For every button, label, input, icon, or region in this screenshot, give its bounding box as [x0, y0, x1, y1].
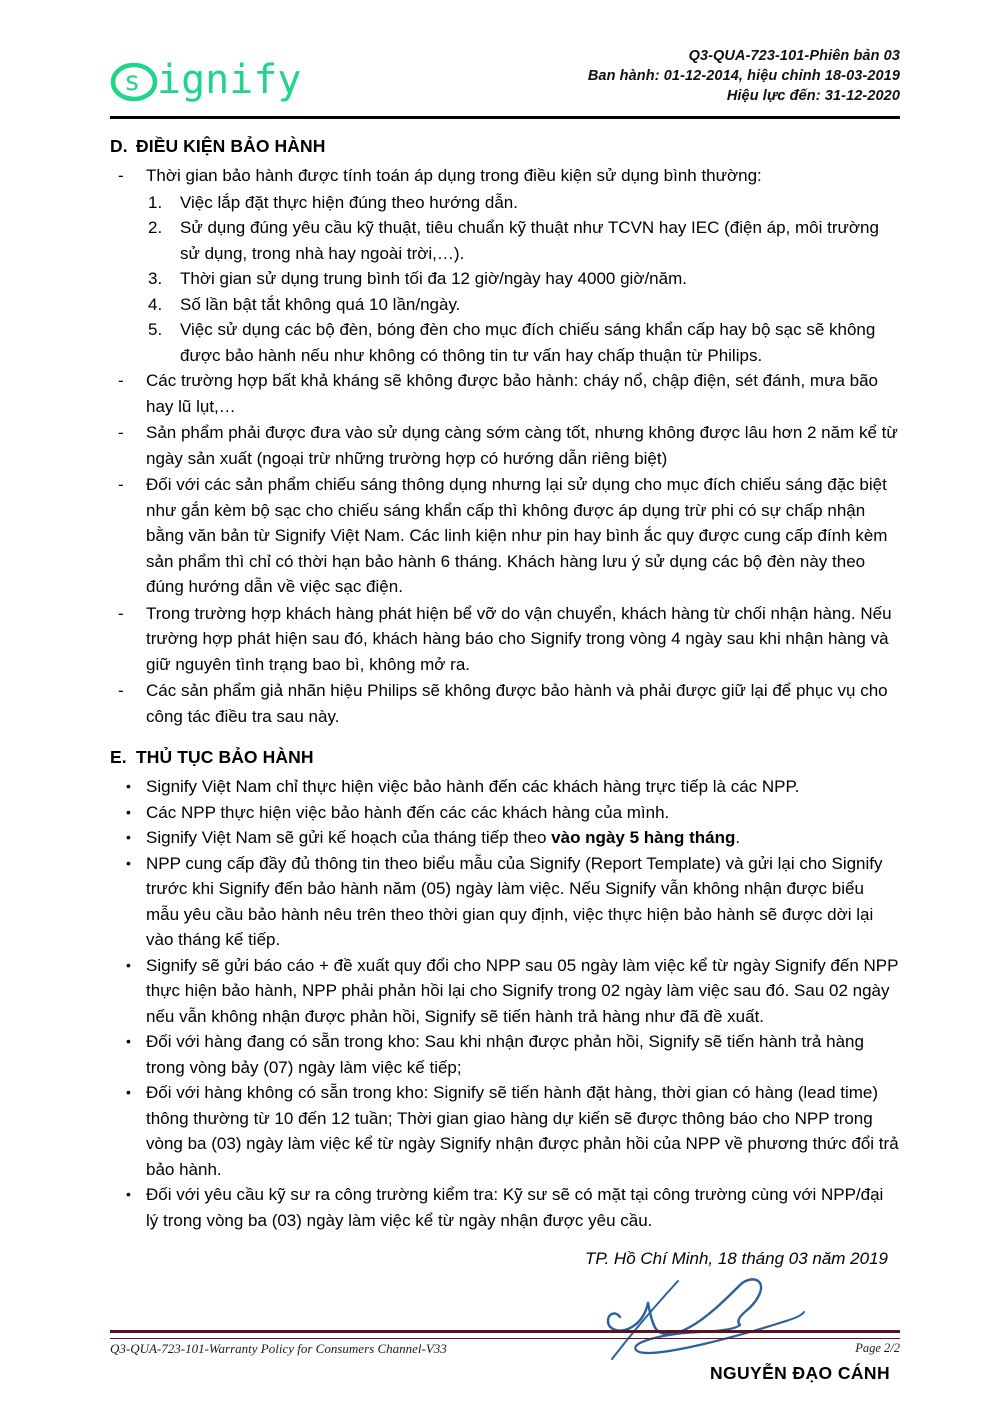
- list-text: Việc sử dụng các bộ đèn, bóng đèn cho mục đích chiếu sáng khẩn cấp hay bộ sạc sẽ không được bảo hành nếu như không có thông tin tư vấn hay chấp thuận từ Philips.: [180, 320, 876, 365]
- signify-logo-icon: [110, 54, 328, 106]
- document-body: [110, 128, 900, 1384]
- list-item: [110, 800, 900, 826]
- list-marker: 3.: [148, 269, 163, 288]
- list-item: [110, 317, 900, 368]
- footer-page-number: Page 2/2: [855, 1341, 900, 1355]
- list-text: Sử dụng đúng yêu cầu kỹ thuật, tiêu chuẩn kỹ thuật như TCVN hay IEC (điện áp, môi trường sử dụng, trong nhà hay ngoài trời,…).: [180, 218, 879, 263]
- list-text: NPP cung cấp đầy đủ thông tin theo biểu mẫu của Signify (Report Template) và gửi lại cho Signify trước khi Signify đến bảo hành năm (05) ngày làm việc. Nếu Signify vẫn không nhận được biểu mẫu yêu cầu bảo hành nêu trên theo thời gian quy định, việc thực hiện bảo hành sẽ được dời lại vào tháng kế tiếp.: [146, 853, 883, 949]
- header-meta-line-2: Ban hành: 01-12-2014, hiệu chỉnh 18-03-2019: [587, 68, 900, 84]
- bullet-icon: •: [126, 956, 131, 973]
- list-item: [110, 215, 900, 266]
- list-item: [110, 266, 900, 292]
- list-text: Signify Việt Nam chỉ thực hiện việc bảo hành đến các khách hàng trực tiếp là các NPP.: [146, 777, 800, 796]
- signature-block: [110, 1247, 900, 1384]
- list-text: Đối với yêu cầu kỹ sư ra công trường kiểm tra: Kỹ sư sẽ có mặt tại công trường cùng với NPP/đại lý trong vòng ba (03) ngày làm việc kể từ ngày nhận được yêu cầu.: [146, 1185, 884, 1230]
- list-text: Signify sẽ gửi báo cáo + đề xuất quy đổi cho NPP sau 05 ngày làm việc kể từ ngày Signify đến NPP thực hiện bảo hành, NPP phải phản hồi lại cho Signify trong 02 ngày làm việc sau đó. Sau 02 ngày nếu vẫn không nhận được phản hồi, Signify sẽ tiến hành trả hàng như đã đề xuất.: [146, 955, 899, 1026]
- section-d-heading: [110, 136, 900, 157]
- bullet-icon: •: [126, 854, 131, 871]
- header-meta: [588, 44, 900, 106]
- list-marker: -: [118, 681, 124, 700]
- list-marker: -: [118, 603, 124, 623]
- list-item: [110, 368, 900, 419]
- list-text: Số lần bật tắt không quá 10 lần/ngày.: [180, 294, 461, 314]
- footer-divider: [110, 1330, 900, 1339]
- bullet-icon: •: [126, 1084, 131, 1100]
- list-item: [110, 678, 900, 729]
- list-marker: -: [118, 166, 124, 185]
- list-marker: -: [118, 423, 124, 442]
- signify-logo: [110, 44, 328, 106]
- page-footer: [110, 1341, 900, 1357]
- list-text: Đối với hàng không có sẵn trong kho: Signify sẽ tiến hành đặt hàng, thời gian có hàng (lead time) thông thường từ 10 đến 12 tuần; Thời gian giao hàng dự kiến sẽ được thông báo cho NPP trong vòng ba (03) ngày làm việc kể từ ngày Signify nhận được phản hồi của NPP về phương thức đổi trả bảo hành.: [146, 1083, 899, 1179]
- section-d-dash-list: [110, 368, 900, 729]
- list-item: [110, 292, 900, 318]
- list-item: [110, 472, 900, 600]
- section-d-letter: D.: [110, 136, 128, 156]
- svg-text:ignify: ignify: [157, 57, 302, 103]
- section-d-title: ĐIỀU KIỆN BẢO HÀNH: [136, 136, 326, 156]
- list-marker: 5.: [148, 320, 163, 339]
- list-text: Thời gian bảo hành được tính toán áp dụng trong điều kiện sử dụng bình thường:: [146, 166, 762, 185]
- signer-name: NGUYỄN ĐẠO CÁNH: [709, 1363, 890, 1383]
- list-item: [110, 1029, 900, 1080]
- section-e-bullet-list: [110, 774, 900, 1233]
- list-text: Sản phẩm phải được đưa vào sử dụng càng sớm càng tốt, nhưng không được lâu hơn 2 năm kể từ ngày sản xuất (ngoại trừ những trường hợp có hướng dẫn riêng biệt): [146, 423, 898, 468]
- bullet-icon: •: [126, 829, 131, 845]
- list-item: [110, 825, 900, 851]
- list-text: Trong trường hợp khách hàng phát hiện bể vỡ do vận chuyển, khách hàng từ chối nhận hàng. Nếu trường hợp phát hiện sau đó, khách hàng báo cho Signify trong vòng 4 ngày sau khi nhận hàng và giữ nguyên tình trạng bao bì, không mở ra.: [146, 603, 892, 674]
- section-e-letter: E.: [110, 747, 127, 767]
- bullet-icon: •: [126, 778, 131, 794]
- list-marker: 4.: [148, 294, 163, 314]
- footer-document-id: Q3-QUA-723-101-Warranty Policy for Consumers Channel-V33: [110, 1341, 447, 1356]
- list-item: [110, 1182, 900, 1233]
- list-item: [110, 851, 900, 953]
- list-marker: -: [118, 371, 124, 390]
- list-item: [110, 163, 900, 189]
- section-e-title: THỦ TỤC BẢO HÀNH: [136, 747, 314, 767]
- list-item: [110, 1080, 900, 1182]
- list-item: [110, 774, 900, 800]
- list-item: [110, 190, 900, 216]
- list-text: Thời gian sử dụng trung bình tối đa 12 giờ/ngày hay 4000 giờ/năm.: [180, 269, 687, 288]
- section-e-heading: [110, 747, 900, 768]
- list-item: [110, 953, 900, 1030]
- header-divider: [110, 116, 900, 119]
- list-text-pre: Signify Việt Nam sẽ gửi kế hoạch của tháng tiếp theo: [146, 828, 552, 847]
- header-meta-line-3: Hiệu lực đến: 31-12-2020: [726, 88, 900, 104]
- section-d-numbered-list: [110, 190, 900, 369]
- header-meta-line-1: Q3-QUA-723-101-Phiên bản 03: [688, 48, 900, 64]
- bullet-icon: •: [126, 1186, 131, 1202]
- list-text: Đối với các sản phẩm chiếu sáng thông dụng nhưng lại sử dụng cho mục đích chiếu sáng đặc biệt như gắn kèm bộ sạc cho chiếu sáng khẩn cấp thì không được áp dụng trừ phi có sự chấp nhận bằng văn bản từ Signify Việt Nam. Các linh kiện như pin hay bình ắc quy được cung cấp đính kèm sản phẩm thì chỉ có thời hạn bảo hành 6 tháng. Khách hàng lưu ý sử dụng các bộ đèn này theo đúng hướng dẫn về việc sạc điện.: [146, 475, 888, 596]
- bullet-icon: •: [126, 803, 131, 820]
- bullet-icon: •: [126, 1033, 131, 1049]
- list-marker: -: [118, 475, 124, 494]
- list-marker: 2.: [148, 218, 163, 237]
- list-text: Các sản phẩm giả nhãn hiệu Philips sẽ không được bảo hành và phải được giữ lại để phục vụ cho công tác điều tra sau này.: [146, 681, 888, 726]
- signature-place-date: TP. Hồ Chí Minh, 18 tháng 03 năm 2019: [584, 1249, 888, 1268]
- list-text: Các NPP thực hiện việc bảo hành đến các các khách hàng của mình.: [146, 802, 670, 822]
- section-d-intro-list: [110, 163, 900, 189]
- page-header: [110, 44, 900, 106]
- list-text-post: .: [735, 828, 741, 847]
- list-item: [110, 601, 900, 678]
- list-text-emphasis: vào ngày 5 hàng tháng: [551, 828, 736, 847]
- list-marker: 1.: [148, 192, 163, 212]
- list-text: Đối với hàng đang có sẵn trong kho: Sau khi nhận được phản hồi, Signify sẽ tiến hành trả hàng trong vòng bảy (07) ngày làm việc kế tiếp;: [146, 1032, 864, 1077]
- list-item: [110, 420, 900, 471]
- list-text: Việc lắp đặt thực hiện đúng theo hướng dẫn.: [180, 192, 518, 212]
- svg-text:s: s: [124, 66, 141, 97]
- list-text: Các trường hợp bất khả kháng sẽ không được bảo hành: cháy nổ, chập điện, sét đánh, mưa bão hay lũ lụt,…: [146, 371, 878, 416]
